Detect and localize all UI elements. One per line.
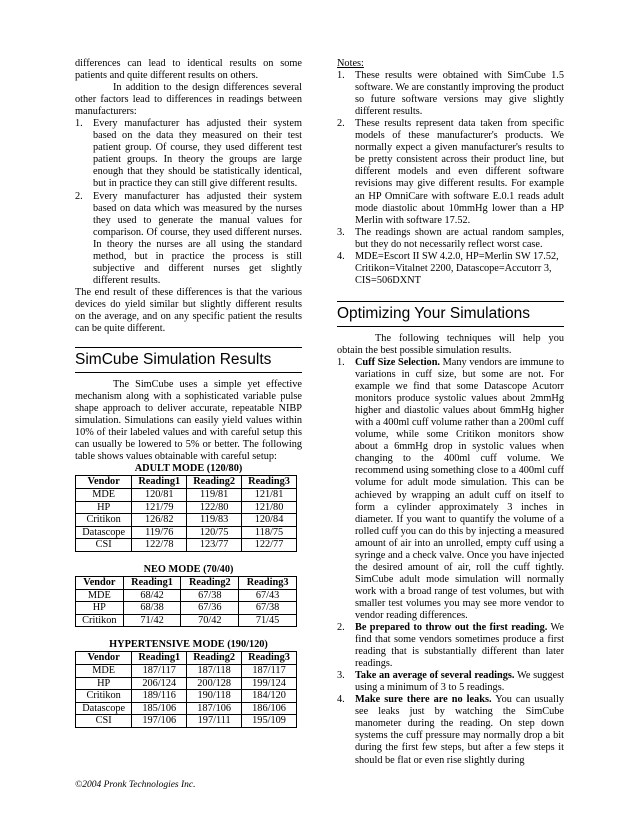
notes-list [337,70,564,287]
tips-list [337,357,564,767]
column-header: Reading1 [132,476,187,489]
table-row: MDE 120/81 119/81 121/81 [76,489,297,502]
table-row: CSI 122/78 123/77 122/77 [76,539,297,552]
column-header: Vendor [76,577,124,590]
notes-title: Notes: [337,58,364,69]
table-row: Critikon 71/42 70/42 71/45 [76,614,297,627]
list-item: 1. Every manufacturer has adjusted their system based on the data they measured on their test patient group. Of course, they used different test patient groups. In theory the groups are large enough that they should be statistically identical, but in practice they can still give different results. [75,118,302,190]
neo-mode-table [75,576,297,627]
hypertensive-mode-table [75,651,297,728]
list-item: 2. Be prepared to throw out the first reading. We find that some vendors sometimes produce a first reading that is substantially different than later readings. [337,622,564,670]
list-item: 3. The readings shown are actual random samples, but they do not necessarily reflect worst case. [337,226,564,250]
factors-list [75,118,302,287]
list-item: 4. MDE=Escort II SW 4.2.0, HP=Merlin SW 17.52, Critikon=Vitalnet 2200, Datascope=Accutorr 3, CIS=506DXNT [337,250,559,286]
right-column [337,58,564,767]
table-row: HP 206/124 200/128 199/124 [76,677,297,690]
table-caption: HYPERTENSIVE MODE (190/120) [109,639,268,651]
table-caption: NEO MODE (70/40) [143,564,234,576]
column-header: Reading3 [242,652,297,665]
column-header: Reading2 [187,476,242,489]
list-item: 4. Make sure there are no leaks. You can usually see leaks just by watching the SimCube manometer during the reading. On step down systems the cuff pressure may normally drop a bit during the first few steps, but after a few steps it should be flat or even rise slightly during [337,694,564,766]
table-row: MDE 187/117 187/118 187/117 [76,665,297,678]
table-row: CSI 197/106 197/111 195/109 [76,715,297,728]
table-row: Datascope 119/76 120/75 118/75 [76,526,297,539]
column-header: Vendor [76,476,132,489]
table-row: HP 68/38 67/36 67/38 [76,602,297,615]
column-header: Vendor [76,652,132,665]
simcube-paragraph: The SimCube uses a simple yet effective mechanism along with a sophisticated variable pulse shape approach to deliver accurate, repeatable NIBP simulation. Simulations can easily yield values within 10% of their labeled values and with careful setup this can usually be lowered to 5% or better. The following table shows values obtainable with careful setup: [75,379,302,463]
list-item: 2. Every manufacturer has adjusted their system based on data which was measured by the nurses they used to generate the manual values for comparison. Of course, they used different nurses. In theory the nurses are all using the standard method, but in practice the process is still subjective and different nurses get slightly different results. [75,190,302,286]
section-title-simcube: SimCube Simulation Results [75,347,302,373]
column-header: Reading2 [181,577,239,590]
table-row: Critikon 126/82 119/83 120/84 [76,514,297,527]
column-header: Reading3 [242,476,297,489]
left-column [75,58,302,728]
column-header: Reading3 [239,577,297,590]
table-caption: ADULT MODE (120/80) [134,463,243,475]
column-header: Reading2 [187,652,242,665]
end-result-paragraph: The end result of these differences is that the various devices do yield similar but slightly different results on the average, and on any specific patient the results can be quite different. [75,286,302,335]
table-row: Datascope 185/106 187/106 186/106 [76,702,297,715]
list-item: 1. Cuff Size Selection. Many vendors are immune to variations in cuff size, but some are not. For example we find that some Datascope Acutorr monitors produce systolic values about 2mmHg higher and diastolic values about 6mmHg higher with a 400ml cuff volume rather than a 200ml cuff volume, while some Critikon monitors show about a 6mmHg drop in systolic values when changing to the 400ml cuff volume. We recommend using something close to a 400ml cuff volume for adult mode simulation. This can be achieved by wrapping an adult cuff on itself to form a cylinder approximately 3 inches in diameter. If you want to quantify the volume of a rolled cuff you can do this by injecting a measured amount of air into an unrolled, empty cuff using a syringe and a check valve. Once you have injected the desired amount of air, roll the cuff tightly. SimCube adult mode simulation will normally work with a broad range of test volumes, but with smaller test volumes you may see more vendor to vendor reading differences. [337,356,565,621]
design-paragraph: In addition to the design differences several other factors lead to differences in readings between manufacturers: [75,82,302,118]
column-header: Reading1 [132,652,187,665]
intro-paragraph: differences can lead to identical results on some patients and quite different results on others. [75,58,302,82]
table-row: MDE 68/42 67/38 67/43 [76,589,297,602]
section-title-optimizing: Optimizing Your Simulations [337,301,564,327]
list-item: 3. Take an average of several readings. We suggest using a minimum of 3 to 5 readings. [337,670,564,694]
table-row: HP 121/79 122/80 121/80 [76,501,297,514]
adult-mode-table [75,475,297,552]
table-row: Critikon 189/116 190/118 184/120 [76,690,297,703]
optimizing-intro-paragraph: The following techniques will help you obtain the best possible simulation results. [337,332,564,356]
column-header: Reading1 [123,577,181,590]
copyright-footer: ©2004 Pronk Technologies Inc. [75,780,196,790]
list-item: 1. These results were obtained with SimCube 1.5 software. We are constantly improving the product so future software versions may give slightly different results. [337,70,564,118]
list-item: 2. These results represent data taken from specific models of these manufacturer's products. We normally expect a given manufacturer's results to be pretty consistent across their product line, but different models and even different software revisions may give different results. For example an HP OmniCare with software E.0.1 reads adult mode diastolic about 10mmHg lower than a HP Merlin with software 17.52. [337,118,564,226]
